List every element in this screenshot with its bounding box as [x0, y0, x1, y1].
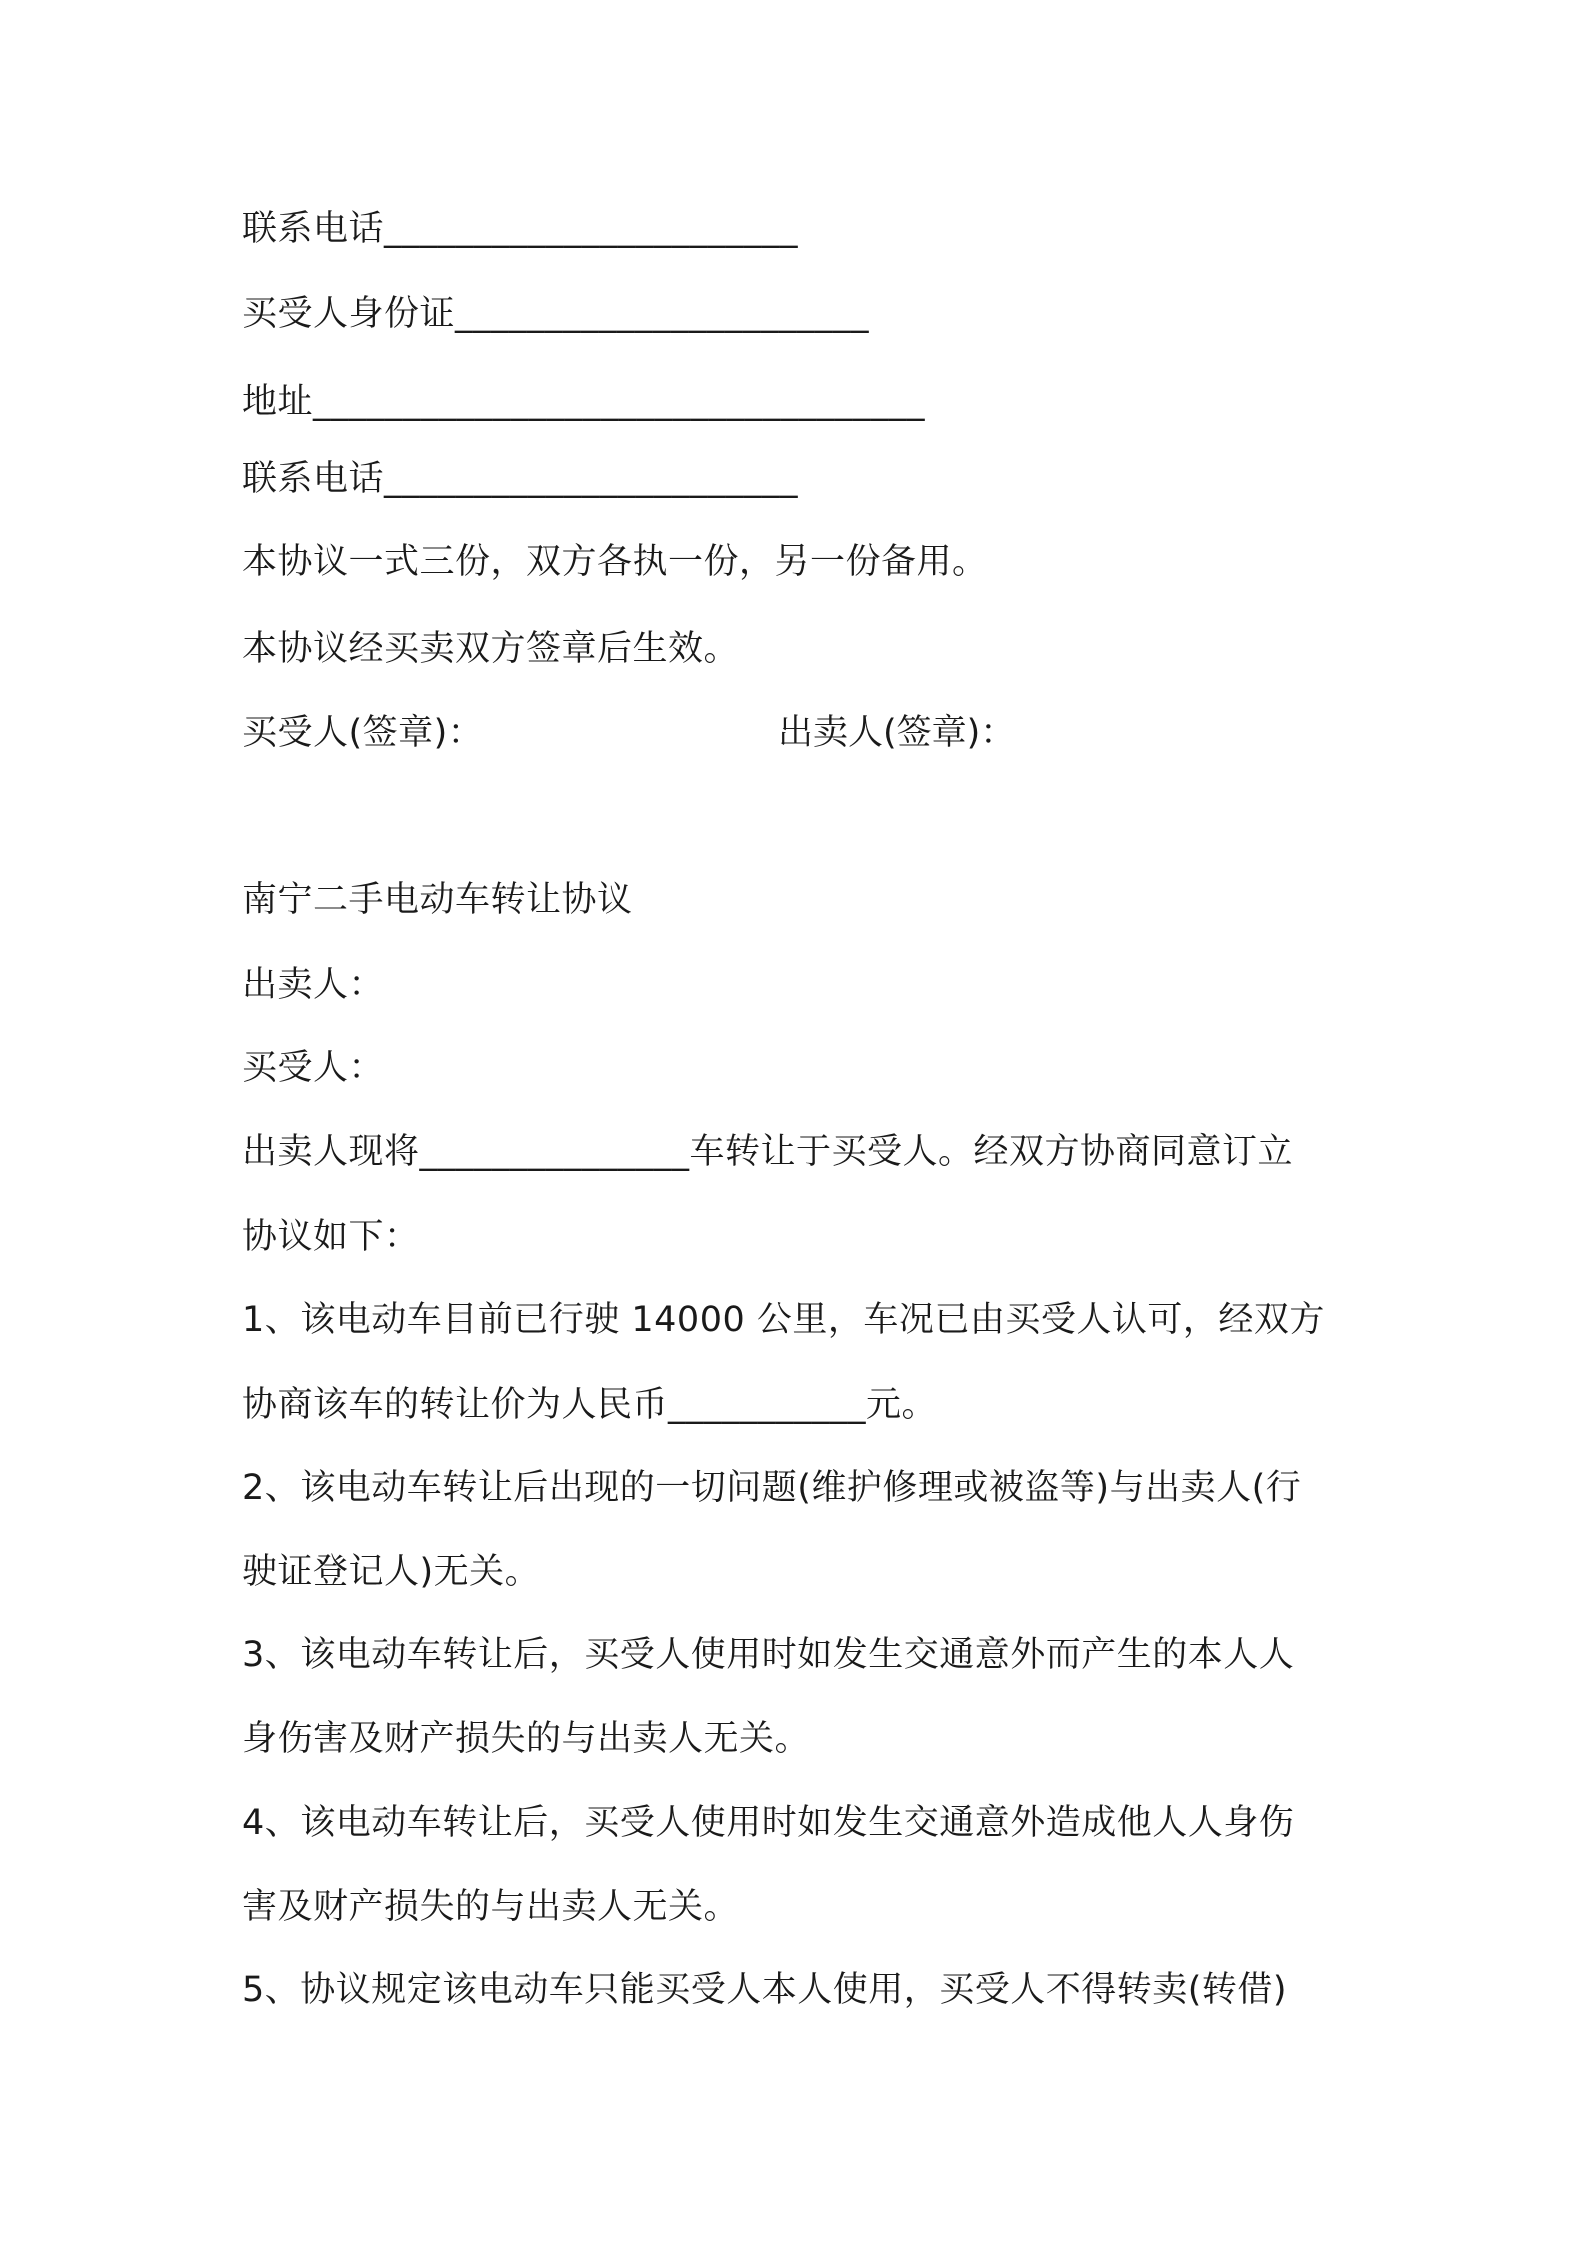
- seller-signature-label: 出卖人(签章)：: [778, 713, 1016, 753]
- agreement-intro-line2: 协议如下：: [242, 1217, 420, 1257]
- effective-clause: 本协议经买卖双方签章后生效。: [242, 629, 740, 669]
- clause-4-line1: 4、该电动车转让后，买受人使用时如发生交通意外造成他人人身伤: [242, 1803, 1295, 1843]
- buyer-id-field: 买受人身份证_______________________: [242, 294, 870, 334]
- buyer-phone-field: 联系电话_______________________: [242, 459, 799, 499]
- buyer-signature-label: 买受人(签章)：: [242, 713, 484, 753]
- buyer-address-field: 地址__________________________________: [242, 382, 926, 422]
- seller-phone-field: 联系电话_______________________: [242, 209, 799, 249]
- agreement-title: 南宁二手电动车转让协议: [242, 880, 633, 920]
- clause-5-line1: 5、协议规定该电动车只能买受人本人使用，买受人不得转卖(转借): [242, 1970, 1288, 2010]
- clause-3-line1: 3、该电动车转让后，买受人使用时如发生交通意外而产生的本人人: [242, 1635, 1295, 1675]
- clause-1-line1: 1、该电动车目前已行驶 14000 公里，车况已由买受人认可，经双方: [242, 1300, 1325, 1340]
- buyer-label: 买受人：: [242, 1048, 385, 1088]
- clause-1-line2: 协商该车的转让价为人民币___________元。: [242, 1385, 938, 1425]
- agreement-intro-line1: 出卖人现将_______________车转让于买受人。经双方协商同意订立: [242, 1132, 1294, 1172]
- clause-2-line2: 驶证登记人)无关。: [242, 1552, 541, 1592]
- seller-label: 出卖人：: [242, 965, 385, 1005]
- clause-4-line2: 害及财产损失的与出卖人无关。: [242, 1887, 740, 1927]
- copies-clause: 本协议一式三份，双方各执一份，另一份备用。: [242, 542, 988, 582]
- clause-2-line1: 2、该电动车转让后出现的一切问题(维护修理或被盗等)与出卖人(行: [242, 1468, 1302, 1508]
- clause-3-line2: 身伤害及财产损失的与出卖人无关。: [242, 1719, 811, 1759]
